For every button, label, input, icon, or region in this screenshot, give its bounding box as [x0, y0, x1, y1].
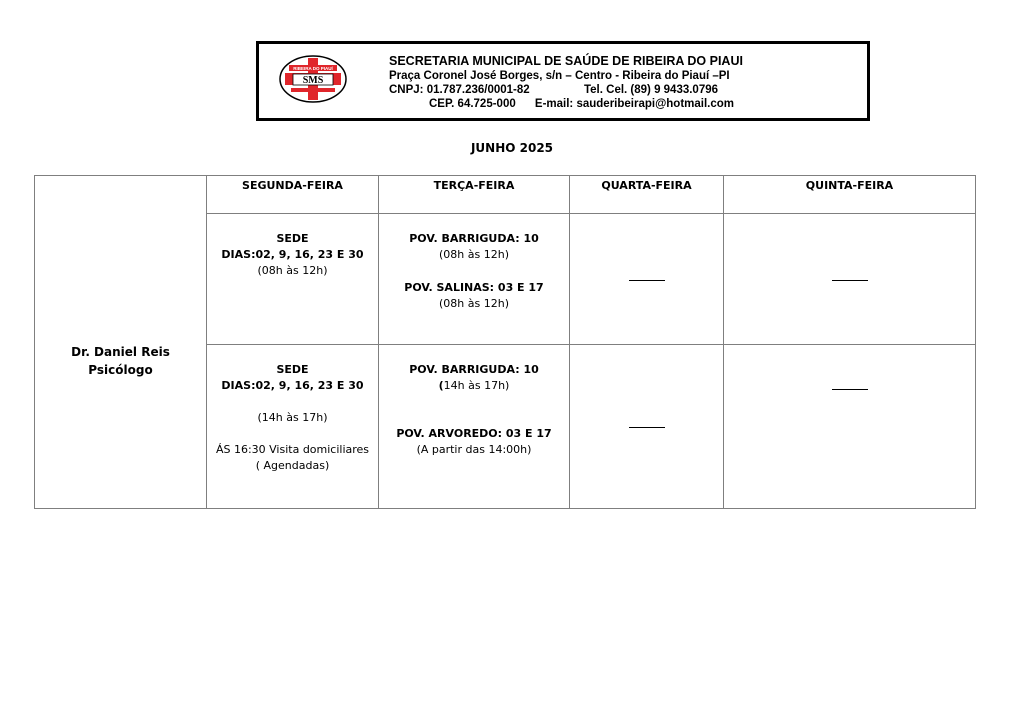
afternoon-terca-place1: POV. BARRIGUDA: 10 [409, 363, 539, 376]
morning-segunda-hours: (08h às 12h) [257, 264, 328, 277]
afternoon-segunda-hours: (14h às 17h) [257, 411, 328, 424]
letterhead [256, 41, 870, 121]
col-header-terca: TERÇA-FEIRA [379, 176, 570, 214]
afternoon-terca-place2: POV. ARVOREDO: 03 E 17 [396, 427, 552, 440]
morning-terca-hours2: (08h às 12h) [439, 297, 509, 310]
afternoon-terca-hours1-line [379, 378, 569, 394]
afternoon-segunda-note1: ÁS 16:30 Visita domiciliares [215, 443, 370, 456]
col-header-segunda: SEGUNDA-FEIRA [207, 176, 379, 214]
afternoon-terca-hours2: (A partir das 14:00h) [416, 443, 532, 456]
org-tel: Tel. Cel. (89) 9 9433.0796 [583, 84, 719, 96]
empty-dash [629, 279, 665, 281]
morning-quinta-cell [724, 214, 976, 345]
afternoon-quinta-cell [724, 345, 976, 509]
org-address: Praça Coronel José Borges, s/n – Centro - Ribeira do Piauí –PI [389, 70, 730, 82]
morning-segunda-place: SEDE [276, 232, 309, 245]
morning-segunda-cell [207, 214, 379, 345]
org-cep-email-line [389, 97, 743, 111]
sms-logo [279, 54, 347, 104]
afternoon-segunda-place: SEDE [276, 363, 309, 376]
morning-terca-place1: POV. BARRIGUDA: 10 [409, 232, 539, 245]
afternoon-terca-cell [379, 345, 570, 509]
afternoon-segunda-cell [207, 345, 379, 509]
org-title: SECRETARIA MUNICIPAL DE SAÚDE DE RIBEIRA DO PIAUI [389, 54, 743, 68]
afternoon-terca-hours1-paren: ( [438, 379, 444, 392]
org-contact-line [389, 83, 743, 97]
afternoon-terca-hours1: 14h às 17h) [443, 379, 510, 392]
empty-dash [832, 388, 868, 390]
month-title: JUNHO 2025 [470, 141, 554, 155]
org-cep: CEP. 64.725-000 [429, 98, 516, 110]
table-header-row [35, 176, 976, 214]
corner-cell [35, 176, 207, 214]
professional-cell [35, 214, 207, 509]
morning-segunda-days: DIAS:02, 9, 16, 23 E 30 [221, 248, 364, 261]
org-email: E-mail: sauderibeirapi@hotmail.com [534, 98, 735, 110]
col-header-quinta: QUINTA-FEIRA [724, 176, 976, 214]
afternoon-segunda-days: DIAS:02, 9, 16, 23 E 30 [221, 379, 364, 392]
afternoon-quarta-cell [570, 345, 724, 509]
empty-dash [832, 279, 868, 281]
empty-dash [629, 426, 665, 428]
schedule-table [34, 175, 976, 509]
table-row-morning [35, 214, 976, 345]
svg-text:SMS: SMS [302, 75, 324, 86]
col-header-quarta: QUARTA-FEIRA [570, 176, 724, 214]
morning-quarta-cell [570, 214, 724, 345]
svg-text:RIBEIRA DO PIAUÍ: RIBEIRA DO PIAUÍ [293, 66, 333, 71]
professional-name: Dr. Daniel Reis [71, 344, 170, 359]
org-cnpj: CNPJ: 01.787.236/0001-82 [389, 84, 530, 96]
professional-role: Psicólogo [88, 362, 153, 377]
morning-terca-hours1: (08h às 12h) [439, 248, 509, 261]
afternoon-segunda-note2: ( Agendadas) [255, 459, 330, 472]
morning-terca-place2: POV. SALINAS: 03 E 17 [404, 281, 544, 294]
morning-terca-cell [379, 214, 570, 345]
